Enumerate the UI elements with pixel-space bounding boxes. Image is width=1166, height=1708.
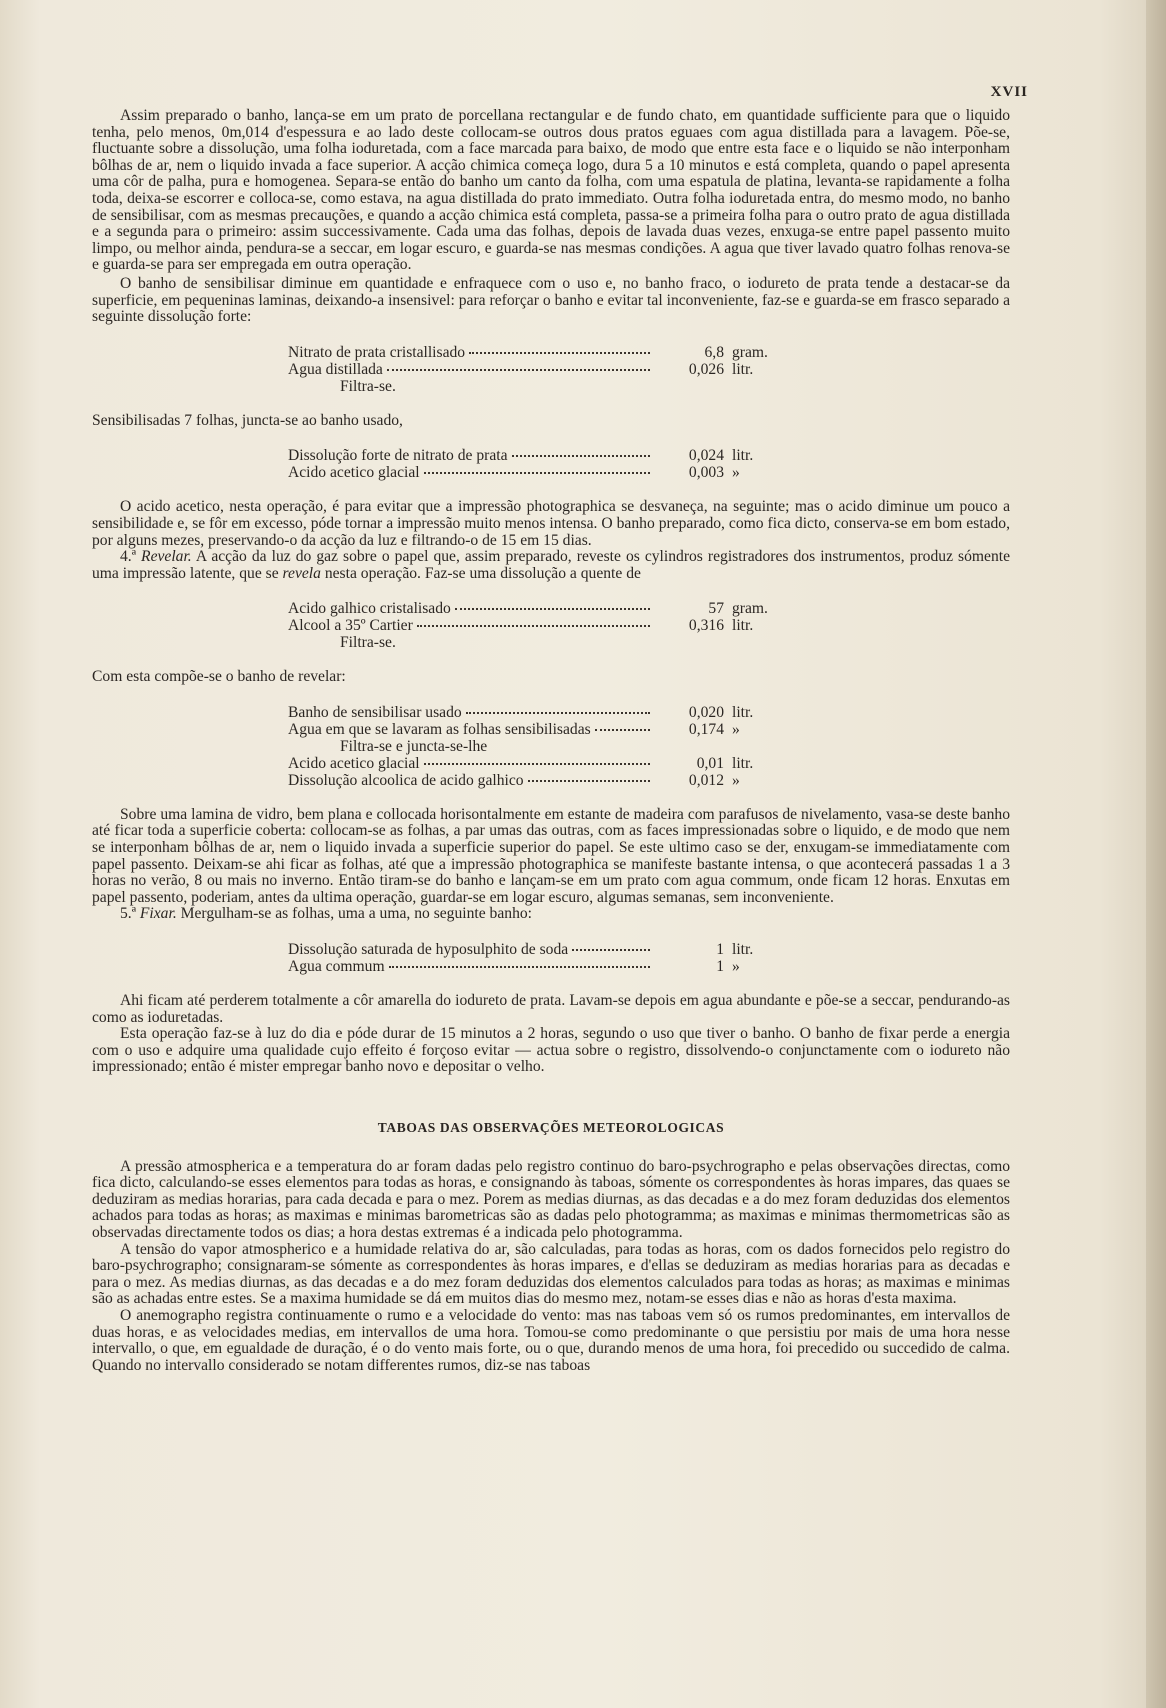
formula-revelar-bath [288, 704, 788, 789]
paragraph-washing: Ahi ficam até perderem totalmente a côr amarella do iodureto de prata. Lavam-se depois em agua abundante e põe-se a seccar, pendurando-as como as ioduretadas. [92, 992, 1010, 1026]
formula-note: Filtra-se. [340, 634, 396, 652]
formula-note: Filtra-se. [340, 377, 396, 395]
revelar-bath-line: Com esta compõe-se o banho de revelar: [92, 668, 346, 686]
paragraph-fixar: 5.ª Fixar. Mergulham-se as folhas, uma a uma, no seguinte banho: [120, 905, 532, 923]
paragraph-fixing-duration: Esta operação faz-se à luz do dia e póde durar de 15 minutos a 2 horas, segundo o uso que tiver o banho. O banho de fixar perde a energia com o uso e adquire uma qualidade cujo effeito é forçoso evitar — actua sobre o registro, dissolvendo-o conjunctamente com o iodureto não impressionado; então é mister empregar banho novo e depositar o velho. [92, 1025, 1010, 1076]
formula-row: Agua commum 1 » [288, 958, 740, 976]
section-title: TABOAS DAS OBSERVAÇÕES METEOROLOGICAS [377, 1120, 725, 1135]
formula-note: Filtra-se e juncta-se-lhe [340, 737, 488, 755]
paragraph-glass-plate: Sobre uma lamina de vidro, bem plana e collocada horisontalmente em estante de madeira com parafusos de nivelamento, vasa-se deste banho até ficar toda a superficie coberta: collocam-se as folhas, a par umas das outras, com as faces impressionadas sobre o liquido, e de modo que nem se interponham bôlhas de ar, nem o liquido invada a superficie superior do papel. Se este ultimo caso se der, enxugam-se immediatamente com papel passento. Deixam-se ahi ficar as folhas, até que a impressão photographica se manifeste bastante intensa, o que acontecerá passadas 1 a 3 horas no verão, 8 ou mais no inverno. Então tiram-se do banho e lançam-se em um prato com agua commum, onde ficam 12 horas. Enxutas em papel passento, poderiam, antes da ultima operação, guardar-se em logar escuro, algumas semanas, sem inconveniente. [92, 805, 1010, 906]
paragraph-revelar: 4.ª Revelar. A acção da luz do gaz sobre o papel que, assim preparado, reveste os cylindros registradores dos instrumentos, produz sómente uma impressão latente, que se revela nesta operação. Faz-se uma dissolução a quente de [92, 548, 1010, 582]
page-number: XVII [990, 84, 1028, 100]
formula-row: Agua distillada 0,026 litr. [288, 360, 754, 378]
formula-row: Banho de sensibilisar usado 0,020 litr. [288, 703, 754, 721]
formula-gallic-solution [288, 600, 788, 651]
formula-row: Alcool a 35º Cartier 0,316 litr. [288, 617, 754, 635]
formula-row: Dissolução saturada de hyposulphito de soda 1 litr. [288, 941, 754, 959]
book-spine [1146, 0, 1166, 1708]
formula-addition [288, 447, 788, 481]
formula-row: Dissolução forte de nitrato de prata 0,024 litr. [288, 447, 754, 465]
paragraph-pressure: A pressão atmospherica e a temperatura do ar foram dadas pelo registro continuo do baro-psychrographo e pelas observações directas, como fica dicto, calculando-se esses elementos para todas as horas, e consignando às taboas, sómente os correspondentes às horas impares, das quaes se deduziram as medias horarias, para cada decada e para o mez. Porem as medias diurnas, as das decadas e a do mez foram deduzidas dos elementos achados para todas as horas; as maximas e minimas barometricas são as dadas pelo photogramma; as maximas e minimas thermometricas são as observadas directamente todos os dias; a hora destas extremas é a indicada pelo photogramma. [92, 1157, 1010, 1241]
paragraph-bath-preparation: Assim preparado o banho, lança-se em um prato de porcellana rectangular e de fundo chato, em quantidade sufficiente para que o liquido tenha, pelo menos, 0m,014 d'espessura e ao lado deste collocam-se outros dous pratos eguaes com agua distillada para a lavagem. Põe-se, fluctuante sobre a dissolução, uma folha ioduretada, com a face marcada para baixo, de modo que entre esta face e o liquido se não interponham bôlhas de ar, nem o liquido invada a face superior. A acção chimica começa logo, dura 5 a 10 minutos e está completa, quando o papel apresenta uma côr de palha, pura e homogenea. Separa-se então do banho um canto da folha, com uma espatula de platina, levanta-se rapidamente a folha toda, deixa-se escorrer e colloca-se, como estava, na agua distillada do prato immediato. Outra folha ioduretada entra, do mesmo modo, no banho de sensibilisar, com as mesmas precauções, e quando a acção chimica está completa, passa-se a primeira folha para o outro prato de agua distillada e a segunda para o primeiro: assim successivamente. Cada uma das folhas, depois de lavada duas vezes, enxuga-se entre papel passento muito limpo, ou melhor ainda, pendura-se a seccar, em logar escuro, e guarda-se nas mesmas condições. A agua que tiver lavado quatro folhas renova-se e guarda-se para ser empregada em outra operação. [92, 107, 1010, 274]
formula-row: Acido acetico glacial 0,01 litr. [288, 754, 754, 772]
formula-row: Nitrato de prata cristallisado 6,8 gram. [288, 343, 768, 361]
formula-row: Dissolução alcoolica de acido galhico 0,012 » [288, 771, 740, 789]
paragraph-anemograph: O anemographo registra continuamente o rumo e a velocidade do vento: mas nas taboas vem só os rumos predominantes, em intervallos de duas horas, e as velocidades medias, em intervallos de uma hora. Tomou-se como predominante o que persistiu por mais de uma hora nesse intervallo, o que, em egualdade de duração, é o do vento mais forte, ou o que, durando menos de uma hora, foi precedido ou succedido de calma. Quando no intervallo considerado se notam differentes rumos, diz-se nas taboas [92, 1306, 1010, 1374]
page-body [92, 108, 1010, 1374]
formula-fixing-bath [288, 941, 788, 975]
formula-row: Acido galhico cristalisado 57 gram. [288, 600, 768, 618]
paragraph-humidity: A tensão do vapor atmospherico e a humidade relativa do ar, são calculadas, para todas as horas, com os dados fornecidos pelo registro do baro-psychrographo; consignaram-se sómente as correspondentes às horas impares, e d'ellas se deduziram as medias horarias para as decadas e para o mez. As medias diurnas, as das decadas e a do mez foram deduzidas dos elementos calculados para todas as horas; as maximas e minimas são as achadas entre estes. Se a maxima humidade se dá em muitos dias do mesmo mez, notam-se esses dias e não as horas d'esta maxima. [92, 1240, 1010, 1308]
sensitised-line: Sensibilisadas 7 folhas, juncta-se ao banho usado, [92, 411, 403, 429]
paragraph-sensitising-bath: O banho de sensibilisar diminue em quantidade e enfraquece com o uso e, no banho fraco, o iodureto de prata tende a destacar-se da superficie, em pequeninas laminas, deixando-a insensivel: para reforçar o banho e evitar tal inconveniente, faz-se e guarda-se em frasco separado a seguinte dissolução forte: [92, 274, 1010, 326]
paragraph-acetic-acid: O acido acetico, nesta operação, é para evitar que a impressão photographica se desvaneça, na seguinte; mas o acido diminue um pouco a sensibilidade e, se fôr em excesso, póde tornar a impressão muito menos intensa. O banho preparado, como fica dicto, conserva-se em bom estado, por alguns mezes, preservando-o da acção da luz e filtrando-o de 15 em 15 dias. [92, 498, 1010, 549]
formula-strong-solution [288, 344, 788, 395]
formula-row: Acido acetico glacial 0,003 » [288, 464, 740, 482]
formula-row: Agua em que se lavaram as folhas sensibilisadas 0,174 » [288, 720, 740, 738]
